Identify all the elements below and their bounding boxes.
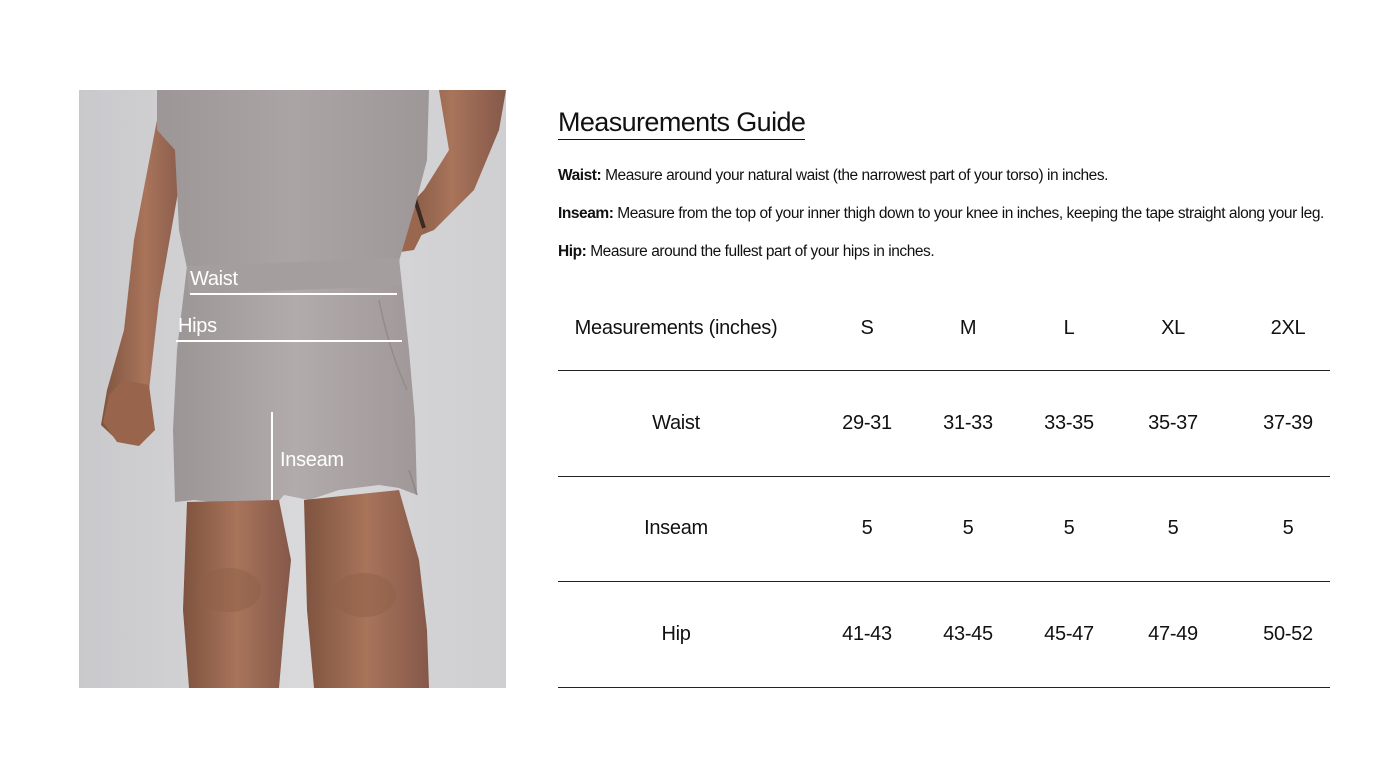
table-cell: 5 (1282, 517, 1294, 540)
table-cell: 35-37 (1148, 411, 1198, 434)
table-cell: 5 (1167, 517, 1179, 540)
table-row-waist (558, 371, 1330, 477)
waist-instruction (558, 166, 1108, 186)
model-photo (79, 90, 506, 688)
instruction-text: Measure around your natural waist (the narrowest part of your torso) in inches. (601, 167, 1108, 184)
table-cell: 47-49 (1148, 622, 1198, 645)
size-table (558, 286, 1330, 688)
table-cell: 37-39 (1263, 411, 1313, 434)
waist-photo-label: Waist (190, 268, 238, 290)
instruction-term: Hip: (558, 243, 587, 260)
instruction-text: Measure from the top of your inner thigh down to your knee in inches, keeping the tape straight along your leg. (613, 205, 1324, 222)
header-size-l: L (1063, 316, 1075, 339)
table-cell: 50-52 (1263, 622, 1313, 645)
hips-photo-label: Hips (178, 315, 217, 337)
table-cell: 5 (1063, 517, 1075, 540)
header-size-2xl: 2XL (1270, 316, 1306, 339)
instruction-term: Waist: (558, 167, 602, 184)
table-cell: 33-35 (1044, 411, 1094, 434)
header-size-xl: XL (1161, 316, 1185, 339)
table-cell: 5 (861, 517, 873, 540)
table-row-hip (558, 582, 1330, 688)
waist-measure-line (190, 293, 397, 295)
inseam-photo-label: Inseam (280, 449, 344, 471)
hip-instruction (558, 242, 934, 262)
table-cell: 31-33 (943, 411, 993, 434)
instruction-text: Measure around the fullest part of your hips in inches. (586, 243, 935, 260)
table-cell: 5 (962, 517, 974, 540)
guide-title: Measurements Guide (558, 106, 805, 140)
model-illustration (79, 90, 506, 688)
header-measurements: Measurements (inches) (574, 316, 778, 339)
table-cell: 29-31 (842, 411, 892, 434)
table-row-inseam (558, 477, 1330, 583)
table-cell: 41-43 (842, 622, 892, 645)
table-cell: 43-45 (943, 622, 993, 645)
table-cell: 45-47 (1044, 622, 1094, 645)
instruction-term: Inseam: (558, 205, 614, 222)
inseam-instruction (558, 204, 1324, 224)
row-label: Waist (652, 411, 700, 434)
header-size-m: M (959, 316, 977, 339)
hips-measure-line (176, 340, 402, 342)
row-label: Hip (661, 622, 691, 645)
table-header-row (558, 286, 1330, 371)
header-size-s: S (860, 316, 874, 339)
inseam-measure-line (271, 412, 273, 500)
row-label: Inseam (644, 517, 708, 540)
